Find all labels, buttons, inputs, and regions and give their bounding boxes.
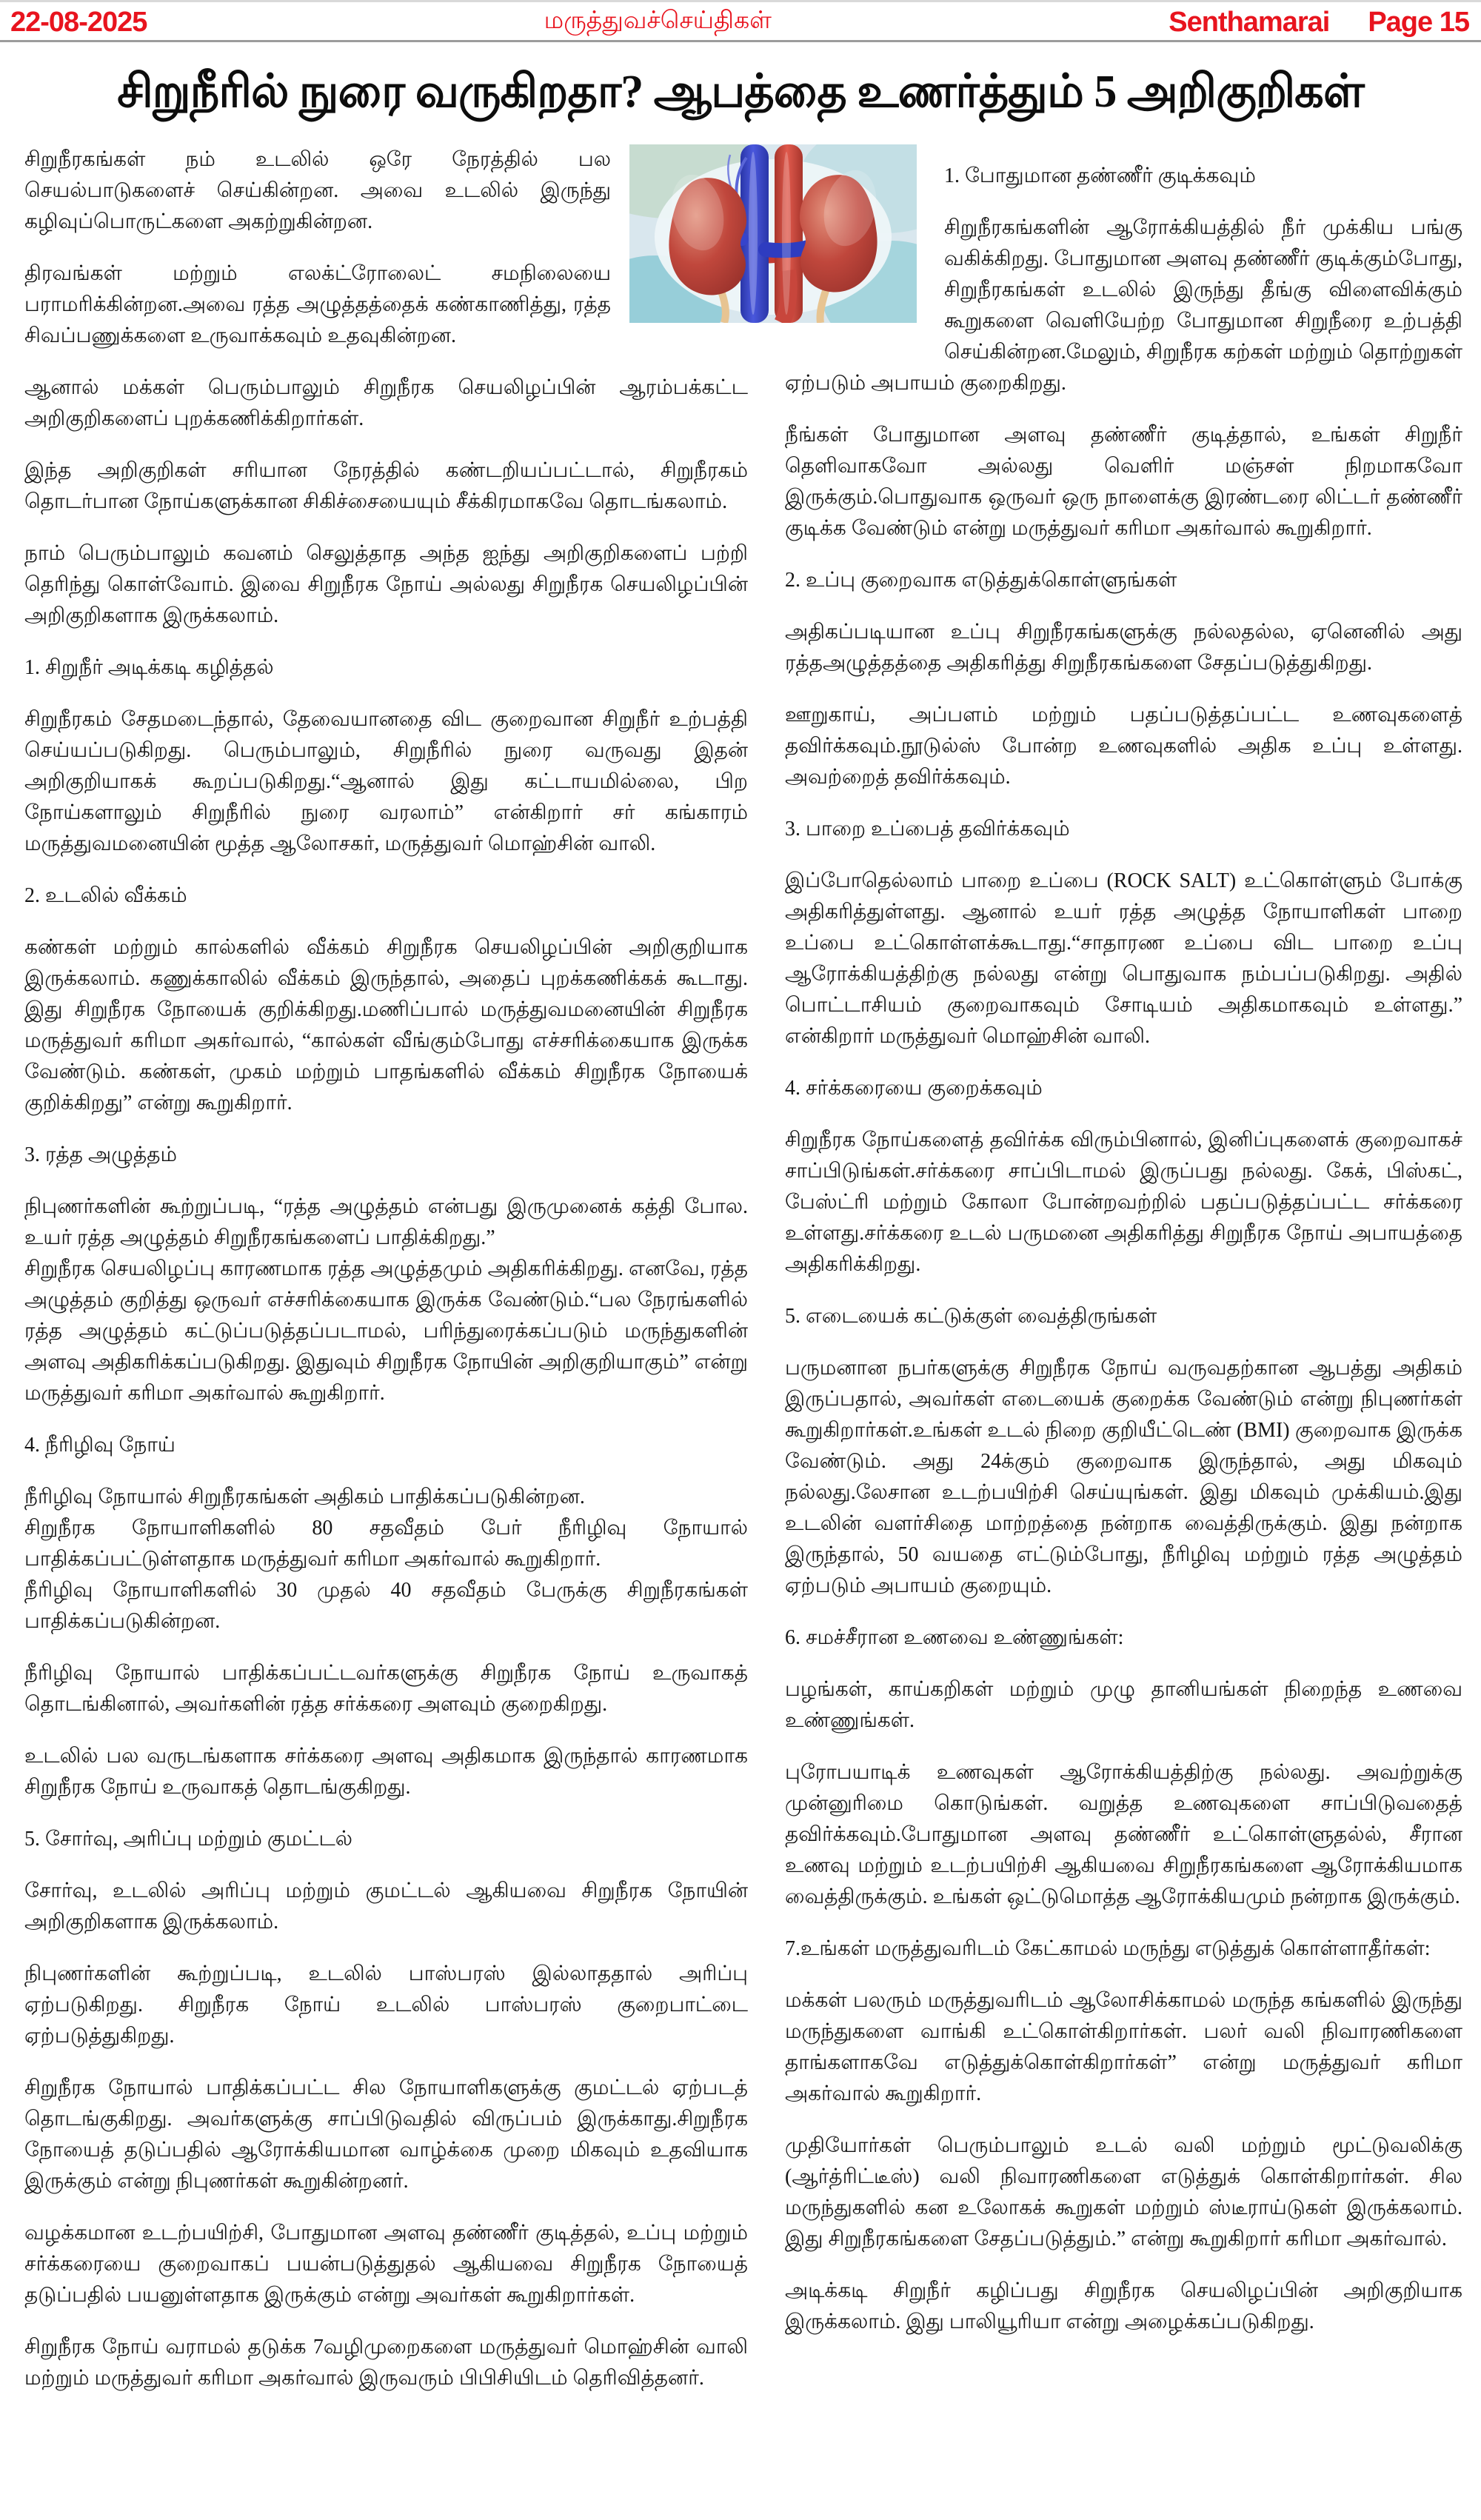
paper-name: Senthamarai xyxy=(1169,7,1330,38)
article-paragraph: சிறுநீரக செயலிழப்பு காரணமாக ரத்த அழுத்தமும் அதிகரிக்கிறது. எனவே, ரத்த அழுத்தம் குறித்து ஒருவர் எச்சரிக்கையாக இருக்க வேண்டும்.“பல நேரங்களில் ரத்த அழுத்தம் கட்டுப்படுத்தப்படாமல், பரிந்துரைக்கப்படும் மருந்துகளின் அளவு அதிகரிக்கப்படுகிறது. இதுவும் சிறுநீரக நோயின் அறிகுறியாகும்” என்று மருத்துவர் கரிமா அகர்வால் கூறுகிறார். xyxy=(24,1257,748,1405)
article-paragraph: அதிகப்படியான உப்பு சிறுநீரகங்களுக்கு நல்லதல்ல, ஏனெனில் அது ரத்தஅழுத்தத்தை அதிகரித்து சிறுநீரகங்களை சேதப்படுத்துகிறது. xyxy=(785,621,1462,675)
kidneys-illustration-svg xyxy=(629,144,917,323)
page-header xyxy=(0,2,1481,42)
article-paragraph: சிறுநீரக நோயாளிகளில் 80 சதவீதம் பேர் நீரிழிவு நோயால் பாதிக்கப்பட்டுள்ளதாக மருத்துவர் கரிமா அகர்வால் கூறுகிறார். xyxy=(24,1517,748,1571)
article-paragraph: நீங்கள் போதுமான அளவு தண்ணீர் குடித்தால், உங்கள் சிறுநீர் தெளிவாகவோ அல்லது வெளிர் மஞ்சள் நிறமாகவோ இருக்கும்.பொதுவாக ஒருவர் ஒரு நாளைக்கு இரண்டரை லிட்டர் தண்ணீர் குடிக்க வேண்டும் என்று மருத்துவர் கரிமா அகர்வால் கூறுகிறார். xyxy=(785,424,1462,540)
article-paragraph: சிறுநீரகங்களின் ஆரோக்கியத்தில் நீர் முக்கிய பங்கு வகிக்கிறது. போதுமான அளவு தண்ணீர் குடிக்கும்போது, சிறுநீரகங்கள் உடலில் இருந்து தீங்கு விளைவிக்கும் கூறுகளை வெளியேற்ற போதுமான சிறுநீரை உற்பத்தி செய்கின்றன.மேலும், சிறுநீரக கற்கள் மற்றும் தொற்றுகள் ஏற்படும் அபாயம் குறைகிறது. xyxy=(785,216,1462,395)
article-paragraph: இப்போதெல்லாம் பாறை உப்பை (ROCK SALT) உட்கொள்ளும் போக்கு அதிகரித்துள்ளது. ஆனால் உயர் ரத்த அழுத்த நோயாளிகள் பாறை உப்பை உட்கொள்ளக்கூடாது.“சாதாரண உப்பை விட பாறை உப்பு ஆரோக்கியத்திற்கு நல்லது என்று பொதுவாக நம்பப்படுகிறது. அதில் பொட்டாசியம் குறைவாகவும் சோடியம் அதிகமாகவும் உள்ளது.” என்கிறார் மருத்துவர் மொஹ்சின் வாலி. xyxy=(785,869,1462,1048)
article-paragraph: சிறுநீரக நோய் வராமல் தடுக்க 7வழிமுறைகளை மருத்துவர் மொஹ்சின் வாலி மற்றும் மருத்துவர் கரிமா அகர்வால் இருவரும் பிபிசியிடம் தெரிவித்தனர். xyxy=(24,2336,748,2390)
article-paragraph: சிறுநீரகங்கள் நம் உடலில் ஒரே நேரத்தில் பல செயல்பாடுகளைச் செய்கின்றன. அவை உடலில் இருந்து கழிவுப்பொருட்களை அகற்றுகின்றன. xyxy=(24,148,611,233)
section-heading: 1. சிறுநீர் அடிக்கடி கழித்தல் xyxy=(24,656,274,679)
article-paragraph: உடலில் பல வருடங்களாக சர்க்கரை அளவு அதிகமாக இருந்தால் காரணமாக சிறுநீரக நோய் உருவாகத் தொடங்குகிறது. xyxy=(24,1745,748,1799)
section-heading: 2. உடலில் வீக்கம் xyxy=(24,884,187,907)
article-column-right xyxy=(785,144,1462,2510)
article-paragraph: நீரிழிவு நோயால் சிறுநீரகங்கள் அதிகம் பாதிக்கப்படுகின்றன. xyxy=(24,1485,585,1508)
article-paragraph: நிபுணர்களின் கூற்றுப்படி, உடலில் பாஸ்பரஸ் இல்லாததால் அரிப்பு ஏற்படுகிறது. சிறுநீரக நோய் உடலில் பாஸ்பரஸ் குறைபாட்டை ஏற்படுத்துகிறது. xyxy=(24,1962,748,2048)
issue-date: 22-08-2025 xyxy=(10,7,147,38)
section-heading: 4. சர்க்கரையை குறைக்கவும் xyxy=(785,1077,1043,1100)
right-column-blocks xyxy=(785,161,1462,2338)
article-paragraph: புரோபயாடிக் உணவுகள் ஆரோக்கியத்திற்கு நல்லது. அவற்றுக்கு முன்னுரிமை கொடுங்கள். வறுத்த உணவுகளை சாப்பிடுவதைத் தவிர்க்கவும்.போதுமான அளவு தண்ணீர் உட்கொள்ளுதல்ல், சீரான உணவு மற்றும் உடற்பயிற்சி ஆகியவை சிறுநீரகங்களை ஆரோக்கியமாக வைத்திருக்கும். உங்கள் ஒட்டுமொத்த ஆரோக்கியமும் நன்றாக இருக்கும். xyxy=(785,1761,1462,1908)
article-paragraph: சிறுநீரக நோயால் பாதிக்கப்பட்ட சில நோயாளிகளுக்கு குமட்டல் ஏற்படத் தொடங்குகிறது. அவர்களுக்கு சாப்பிடுவதில் விருப்பம் இருக்காது.சிறுநீரக நோயைத் தடுப்பதில் ஆரோக்கியமான வாழ்க்கை முறை மிகவும் உதவியாக இருக்கும் என்று நிபுணர்கள் கூறுகின்றனர். xyxy=(24,2076,748,2193)
masthead-right xyxy=(1169,7,1469,39)
left-column-blocks xyxy=(24,144,748,2394)
article-paragraph: நீரிழிவு நோயாளிகளில் 30 முதல் 40 சதவீதம் பேருக்கு சிறுநீரகங்கள் பாதிக்கப்படுகின்றன. xyxy=(24,1579,748,1633)
section-heading: 7.உங்கள் மருத்துவரிடம் கேட்காமல் மருந்து எடுத்துக் கொள்ளாதீர்கள்: xyxy=(785,1937,1431,1960)
section-heading: 5. எடையைக் கட்டுக்குள் வைத்திருங்கள் xyxy=(785,1305,1157,1328)
section-heading: 1. போதுமான தண்ணீர் குடிக்கவும் xyxy=(944,164,1256,187)
article-paragraph: மக்கள் பலரும் மருத்துவரிடம் ஆலோசிக்காமல் மருந்த கங்களில் இருந்து மருந்துகளை வாங்கி உட்கொள்கிறார்கள். பலர் வலி நிவாரணிகளை தாங்களாகவே எடுத்துக்கொள்கிறார்கள்” என்று மருத்துவர் கரிமா அகர்வால் கூறுகிறார். xyxy=(785,1989,1462,2105)
article-paragraph: ஆனால் மக்கள் பெரும்பாலும் சிறுநீரக செயலிழப்பின் ஆரம்பக்கட்ட அறிகுறிகளைப் புறக்கணிக்கிறார்கள். xyxy=(24,376,748,430)
section-heading: 4. நீரிழிவு நோய் xyxy=(24,1434,175,1457)
article-paragraph: வழக்கமான உடற்பயிற்சி, போதுமான அளவு தண்ணீர் குடித்தல், உப்பு மற்றும் சர்க்கரையை குறைவாகப் பயன்படுத்துதல் ஆகியவை சிறுநீரக நோயைத் தடுப்பதில் பயனுள்ளதாக இருக்கும் என்று அவர்கள் கூறுகிறார்கள். xyxy=(24,2222,748,2307)
article-paragraph: முதியோர்கள் பெரும்பாலும் உடல் வலி மற்றும் மூட்டுவலிக்கு (ஆர்த்ரிட்டீஸ்) வலி நிவாரணிகளை எடுத்துக் கொள்கிறார்கள். சில மருந்துகளில் கன உலோகக் கூறுகள் மற்றும் ஸ்டீராய்டுகள் இருக்கலாம். இது சிறுநீரகங்களை சேதப்படுத்தும்.” என்று கூறுகிறார் கரிமா அகர்வால். xyxy=(785,2134,1462,2250)
article-paragraph: நாம் பெரும்பாலும் கவனம் செலுத்தாத அந்த ஐந்து அறிகுறிகளைப் பற்றி தெரிந்து கொள்வோம். இவை சிறுநீரக நோய் அல்லது சிறுநீரக செயலிழப்பின் அறிகுறிகளாக இருக்கலாம். xyxy=(24,542,748,627)
article-paragraph: திரவங்கள் மற்றும் எலக்ட்ரோலைட் சமநிலையை பராமரிக்கின்றன.அவை ரத்த அழுத்தத்தைக் கண்காணித்து, ரத்த சிவப்பணுக்களை உருவாக்கவும் உதவுகின்றன. xyxy=(24,262,611,347)
article-paragraph: நீரிழிவு நோயால் பாதிக்கப்பட்டவர்களுக்கு சிறுநீரக நோய் உருவாகத் தொடங்கினால், அவர்களின் ரத்த சர்க்கரை அளவும் குறைகிறது. xyxy=(24,1662,748,1716)
article-paragraph: கண்கள் மற்றும் கால்களில் வீக்கம் சிறுநீரக செயலிழப்பின் அறிகுறியாக இருக்கலாம். கணுக்காலில் வீக்கம் இருந்தால், அதைப் புறக்கணிக்கக் கூடாது. இது சிறுநீரக நோயைக் குறிக்கிறது.மணிப்பால் மருத்துவமனையின் சிறுநீரக மருத்துவர் கரிமா அகர்வால், “கால்கள் வீங்கும்போது எச்சரிக்கையாக இருக்க வேண்டும். கண்கள், முகம் மற்றும் பாதங்களில் வீக்கம் சிறுநீரக நோயைக் குறிக்கிறது” என்று கூறுகிறார். xyxy=(24,936,748,1114)
section-heading: 3. ரத்த அழுத்தம் xyxy=(24,1143,177,1166)
article-paragraph: சிறுநீரக நோய்களைத் தவிர்க்க விரும்பினால், இனிப்புகளைக் குறைவாகச் சாப்பிடுங்கள்.சர்க்கரை சாப்பிடாமல் இருப்பது நல்லது. கேக், பிஸ்கட், பேஸ்ட்ரி மற்றும் கோலா போன்றவற்றில் பதப்படுத்தப்பட்ட சர்க்கரை உள்ளது.சர்க்கரை உடல் பருமனை அதிகரித்து சிறுநீரக நோய் அபாயத்தை அதிகரிக்கிறது. xyxy=(785,1129,1462,1276)
article-paragraph: சோர்வு, உடலில் அரிப்பு மற்றும் குமட்டல் ஆகியவை சிறுநீரக நோயின் அறிகுறிகளாக இருக்கலாம். xyxy=(24,1879,748,1934)
section-heading: 2. உப்பு குறைவாக எடுத்துக்கொள்ளுங்கள் xyxy=(785,569,1177,592)
kidneys-illustration-image xyxy=(629,144,917,323)
article-column-left xyxy=(24,144,748,2510)
page-number: Page 15 xyxy=(1368,7,1469,38)
section-heading: 6. சமச்சீரான உணவை உண்ணுங்கள்: xyxy=(785,1626,1124,1649)
article-paragraph: நிபுணர்களின் கூற்றுப்படி, “ரத்த அழுத்தம் என்பது இருமுனைக் கத்தி போல. உயர் ரத்த அழுத்தம் சிறுநீரகங்களைப் பாதிக்கிறது.” xyxy=(24,1195,748,1249)
section-heading: 5. சோர்வு, அரிப்பு மற்றும் குமட்டல் xyxy=(24,1828,352,1851)
article-paragraph: சிறுநீரகம் சேதமடைந்தால், தேவையானதை விட குறைவான சிறுநீர் உற்பத்தி செய்யப்படுகிறது. பெரும்பாலும், சிறுநீரில் நுரை வருவது இதன் அறிகுறியாகக் கூறப்படுகிறது.“ஆனால் இது கட்டாயமில்லை, பிற நோய்களாலும் சிறுநீரில் நுரை வரலாம்” என்கிறார் சர் கங்காரம் மருத்துவமனையின் மூத்த ஆலோசகர், மருத்துவர் மொஹ்சின் வாலி. xyxy=(24,708,748,855)
article-paragraph: ஊறுகாய், அப்பளம் மற்றும் பதப்படுத்தப்பட்ட உணவுகளைத் தவிர்க்கவும்.நூடுல்ஸ் போன்ற உணவுகளில் அதிக உப்பு உள்ளது. அவற்றைத் தவிர்க்கவும். xyxy=(785,703,1462,789)
article-paragraph: அடிக்கடி சிறுநீர் கழிப்பது சிறுநீரக செயலிழப்பின் அறிகுறியாக இருக்கலாம். இது பாலியூரியா என்று அழைக்கப்படுகிறது. xyxy=(785,2279,1462,2333)
section-heading: 3. பாறை உப்பைத் தவிர்க்கவும் xyxy=(785,818,1070,840)
article-paragraph: பழங்கள், காய்கறிகள் மற்றும் முழு தானியங்கள் நிறைந்த உணவை உண்ணுங்கள். xyxy=(785,1678,1462,1732)
article-paragraph: பருமனான நபர்களுக்கு சிறுநீரக நோய் வருவதற்கான ஆபத்து அதிகம் இருப்பதால், அவர்கள் எடையைக் குறைக்க வேண்டும் என்று நிபுணர்கள் கூறுகிறார்கள்.உங்கள் உடல் நிறை குறியீட்டெண் (BMI) குறைவாக இருக்க வேண்டும். அது 24க்கும் குறைவாக இருந்தால், அது மிகவும் நல்லது.லேசான உடற்பயிற்சி செய்யுங்கள். இது மிகவும் முக்கியம்.இது உடலின் வளர்சிதை மாற்றத்தை நன்றாக வைத்திருக்கும். இது நன்றாக இருந்தால், 50 வயதை எட்டும்போது, நீரிழிவு மற்றும் ரத்த அழுத்தம் ஏற்படும் அபாயம் குறையும். xyxy=(785,1357,1462,1597)
article-headline: சிறுநீரில் நுரை வருகிறதா? ஆபத்தை உணர்த்தும் 5 அறிகுறிகள் xyxy=(117,67,1364,117)
article-paragraph: இந்த அறிகுறிகள் சரியான நேரத்தில் கண்டறியப்பட்டால், சிறுநீரகம் தொடர்பான நோய்களுக்கான சிகிச்சையையும் சீக்கிரமாகவே தொடங்கலாம். xyxy=(24,459,748,513)
section-title: மருத்துவச்செய்திகள் xyxy=(544,7,772,34)
